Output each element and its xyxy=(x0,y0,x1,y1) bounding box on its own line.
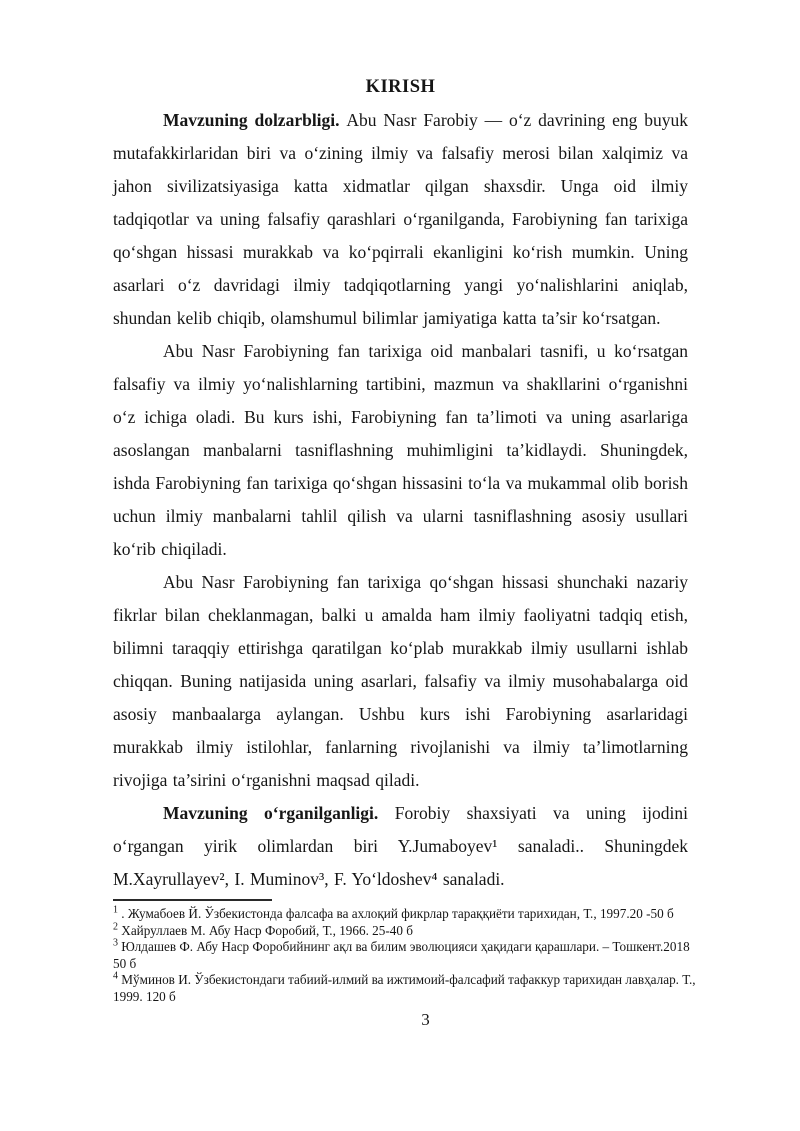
footnote-1-text: . Жумабоев Й. Ўзбекистонда фалсафа ва ахлоқий фикрлар тараққиёти тарихидан, Т., 1997.20 -50 б xyxy=(121,906,674,921)
footnote-1-marker: 1 xyxy=(113,904,118,916)
footnote-area xyxy=(113,899,696,1005)
paragraph-4 xyxy=(113,797,688,896)
footnote-1 xyxy=(113,906,702,923)
paragraph-3-text: Abu Nasr Farobiyning fan tarixiga qo‘shgan hissasi shunchaki nazariy fikrlar bilan cheklanmagan, balki u amalda ham ilmiy faoliyatni tadqiq etish, bilimni taraqqiy ettirishga qaratilgan ko‘plab murakkab ilmiy usullarni ishlab chiqqan. Buning natijasida uning asarlari, falsafiy va ilmiy musohabalarga oid asosiy manbaalarga aylangan. Ushbu kurs ishi Farobiyning asarlaridagi murakkab ilmiy istilohlar, fanlarning rivojlanishi va ilmiy ta’limotlarning rivojiga ta’sirini o‘rganishni maqsad qiladi. xyxy=(113,572,688,790)
footnote-3-text: Юлдашев Ф. Абу Наср Форобийнинг ақл ва билим эволюцияси ҳақидаги қарашлари. – Тошкент.2018 50 б xyxy=(113,939,690,971)
footnote-4 xyxy=(113,972,702,1005)
footnote-2-text: Хайруллаев М. Абу Наср Форобий, Т., 1966. 25-40 б xyxy=(121,922,413,938)
paragraph-1-lead: Mavzuning dolzarbligi. xyxy=(163,110,347,130)
footnote-2 xyxy=(113,923,702,940)
paragraph-4-lead: Mavzuning o‘rganilganligi. xyxy=(163,803,395,823)
footnote-4-marker: 4 xyxy=(113,970,118,982)
footnote-3 xyxy=(113,939,702,972)
paragraph-3 xyxy=(113,566,688,797)
footnote-2-marker: 2 xyxy=(113,921,118,933)
paragraph-1-text: Abu Nasr Farobiy — o‘z davrining eng buyuk mutafakkirlaridan biri va o‘zining ilmiy va falsafiy merosi bilan xalqimiz va jahon sivilizatsiyasiga katta xidmatlar qilgan shaxsdir. Unga oid ilmiy tadqiqotlar va uning falsafiy qarashlari o‘rganilganda, Farobiyning fan tarixiga qo‘shgan hissasi murakkab va ko‘pqirrali ekanligini ko‘rish mumkin. Uning asarlari o‘z davridagi ilmiy tadqiqotlarning yangi yo‘nalishlarini aniqlab, shundan kelib chiqib, olamshumul bilimlar jamiyatiga katta ta’sir ko‘rsatgan. xyxy=(113,110,688,328)
paragraph-2-text: Abu Nasr Farobiyning fan tarixiga oid manbalari tasnifi, u ko‘rsatgan falsafiy va ilmiy yo‘nalishlarning tartibini, mazmun va shakllarini o‘rganishni o‘z ichiga oladi. Bu kurs ishi, Farobiyning fan ta’limoti va uning asarlariga asoslangan manbalarni tasniflashning muhimligini ta’kidlaydi. Shuningdek, ishda Farobiyning fan tarixiga qo‘shgan hissasini to‘la va mukammal olib borish uchun ilmiy manbalarni tahlil qilish va ularni tasniflashning asosiy usullari ko‘rib chiqiladi. xyxy=(113,341,688,559)
paragraph-4-text: Forobiy shaxsiyati va uning ijodini o‘rgangan yirik olimlardan biri Y.Jumaboyev¹ sanaladi.. Shuningdek M.Xayrullayev², I. Muminov³, F. Yo‘ldoshev⁴ sanaladi. xyxy=(113,803,688,889)
page-number: 3 xyxy=(421,1010,430,1029)
paragraph-1 xyxy=(113,104,688,335)
page-title: KIRISH xyxy=(365,77,436,97)
footnote-list xyxy=(113,906,702,1005)
footnote-3-marker: 3 xyxy=(113,937,118,949)
paragraph-2 xyxy=(113,335,688,566)
footnote-4-text: Мўминов И. Ўзбекистондаги табиий-илмий ва ижтимоий-фалсафий тафаккур тарихидан лавҳалар. Т., 1999. 120 б xyxy=(113,972,696,1004)
footnote-separator xyxy=(113,899,272,901)
